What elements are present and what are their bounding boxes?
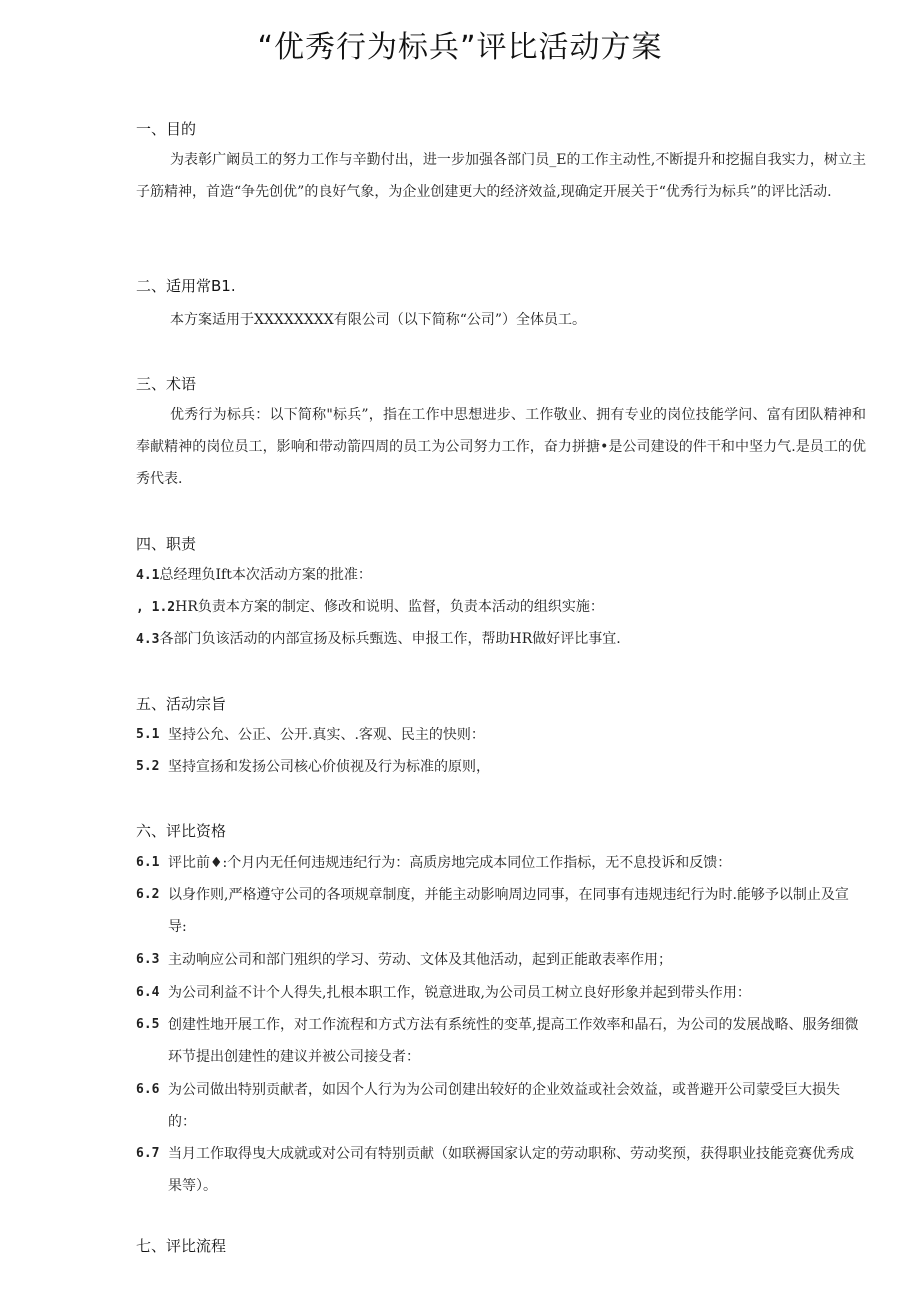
item-text: 以身作则,严格遵守公司的各项规章制度，并能主动影响周边同事，在同事有违规违纪行为时.能够予以制止及宣导: <box>168 887 849 935</box>
item-number: 6.4 <box>136 985 160 1000</box>
item-text: 坚持公允、公正、公开.真实、.客观、民主的快则： <box>168 727 485 743</box>
list-item <box>136 623 866 656</box>
item-number: 6.5 <box>136 1017 160 1032</box>
item-number: 6.7 <box>136 1146 160 1161</box>
item-text: 主动响应公司和部门殂织的学习、劳动、文体及其他活动，起到正能敢表率作用； <box>168 952 672 968</box>
item-number: 6.1 <box>136 855 160 870</box>
item-number: 5.1 <box>136 727 160 742</box>
item-text: 各部门负该活动的内部宣扬及标兵甄选、申报工作，帮助HR做好评比事宜. <box>159 631 621 647</box>
section-paragraph-terms: 优秀行为标兵：以下简称"标兵”，指在工作中思想进步、工作敬业、拥有专业的岗位技能学问、富有团队精神和奉献精神的岗位员工，影响和带动箭四周的员工为公司努力工作，奋力拼搪•是公司建设的件干和中坚力气.是员工的优秀代表. <box>136 407 866 487</box>
item-number: 6.2 <box>136 887 160 902</box>
section-paragraph-purpose: 为表彰广阚员工的努力工作与辛勤付出，进一步加强各部门员_E的工作主动性,不断提升和挖掘自我实力，树立主子筋精神，首造“争先创优”的良好气象，为企业创建更大的经济效益,现确定开展关于“优秀行为标兵”的评比活动. <box>136 152 866 200</box>
item-text: 坚持宣扬和发扬公司核心价侦视及行为标准的原则， <box>168 759 490 775</box>
list-item <box>136 559 866 592</box>
section-paragraph-scope: 本方案适用于XXXXXXXX有限公司（以下简称“公司”）全体员工。 <box>170 312 587 328</box>
item-text: HR负责本方案的制定、修改和说明、监督，负责本活动的组织实施： <box>175 599 604 615</box>
item-number: 6.3 <box>136 952 160 967</box>
item-text: 总经理负Ift本次活动方案的批准： <box>159 567 372 583</box>
section-heading-scope: 二、适用常B1. <box>136 277 236 295</box>
item-number: 4.1 <box>136 568 160 583</box>
section-heading-duties: 四、职责 <box>136 535 197 553</box>
item-number: , 1.2 <box>136 600 176 615</box>
item-text: 评比前♦:个月内无任何违规违纪行为：高质房地完成本同位工作指标，无不息投诉和反馈： <box>168 855 732 871</box>
list-item <box>136 719 866 751</box>
item-text: 创建性地开展工作，对工作流程和方式方法有系统性的变革,提高工作效率和晶石，为公司的发展战略、服务细微环节提出创建性的建议并被公司接殳者： <box>168 1017 859 1065</box>
list-item <box>136 944 866 976</box>
section-heading-principles: 五、活动宗旨 <box>136 695 227 713</box>
item-number: 5.2 <box>136 759 160 774</box>
document-title: “优秀行为标兵”评比活动方案 <box>257 30 663 65</box>
section-heading-terms: 三、术语 <box>136 375 197 393</box>
section-heading-eligibility: 六、评比资格 <box>136 822 227 840</box>
list-item <box>136 1074 866 1138</box>
list-item <box>136 591 866 624</box>
list-item <box>136 751 866 783</box>
item-number: 4.3 <box>136 632 160 647</box>
item-text: 为公司利益不计个人得失,扎根本职工作，锐意进取,为公司员工树立良好形象并起到带头作用： <box>168 985 751 1001</box>
list-item <box>136 977 866 1009</box>
list-item <box>136 879 866 943</box>
item-text: 为公司做出特别贡献者，如因个人行为为公司创建出较好的企业效益或社会效益，或普避开公司蒙受巨大损失的： <box>168 1082 840 1130</box>
section-heading-purpose: 一、目的 <box>136 120 197 138</box>
list-item <box>136 1009 866 1073</box>
list-item <box>136 1138 866 1202</box>
section-heading-process: 七、评比流程 <box>136 1237 227 1255</box>
item-number: 6.6 <box>136 1082 160 1097</box>
item-text: 当月工作取得曳大成就或对公司有特别贡献（如联褥国家认定的劳动职称、劳动奖预，获得职业技能竞赛优秀成果等）。 <box>168 1146 854 1194</box>
list-item <box>136 847 866 879</box>
